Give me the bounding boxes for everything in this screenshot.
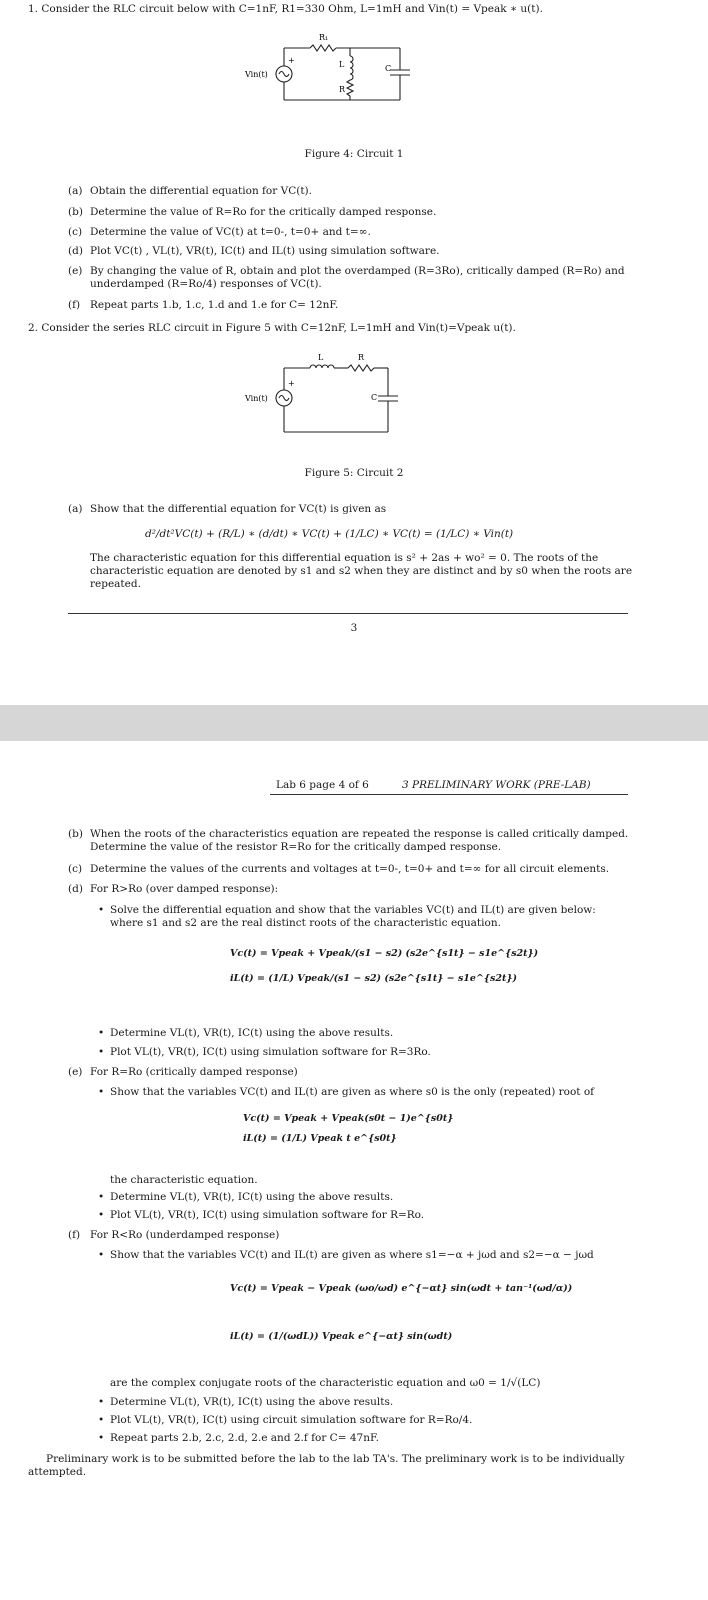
q1-f-label: (f): [68, 299, 81, 311]
p4-b-label: (b): [68, 828, 83, 840]
q1-c-label: (c): [68, 226, 83, 238]
p4-d-bullet-1: • Solve the differential equation and show that the variables VC(t) and IL(t) are given below: where s1 and s2 are the real distinct roots of the characteristic equation.: [110, 904, 630, 930]
p4-f-eq-il: iL(t) = (1/(ωdL)) Vpeak e^{−αt} sin(ωdt): [230, 1331, 453, 1342]
l-label: L: [339, 60, 345, 69]
vin2-label: Vin(t): [245, 394, 268, 403]
q1-b-text: Determine the value of R=Ro for the critically damped response.: [90, 206, 437, 218]
r-label: R: [339, 85, 346, 94]
q1-d-text: Plot VC(t) , VL(t), VR(t), IC(t) and IL(t) using simulation software.: [90, 245, 440, 257]
p4-f-text: For R<Ro (underdamped response): [90, 1229, 280, 1241]
q1-a-text: Obtain the differential equation for VC(t).: [90, 185, 312, 197]
p4-e-bullet-1: • Show that the variables VC(t) and IL(t) are given as where s0 is the only (repeated) root of: [110, 1086, 594, 1099]
document-page-3: [0, 0, 708, 705]
p4-f-bullet-2: • Determine VL(t), VR(t), IC(t) using the above results.: [110, 1396, 393, 1409]
p4-c-text: Determine the values of the currents and voltages at t=0-, t=0+ and t=∞ for all circuit elements.: [90, 863, 610, 875]
question-1-intro: 1. Consider the RLC circuit below with C=1nF, R1=330 Ohm, L=1mH and Vin(t) = Vpeak ∗ u(t).: [28, 3, 543, 15]
vin-label: Vin(t): [245, 70, 268, 79]
r2-label: R: [358, 353, 365, 362]
characteristic-paragraph: The characteristic equation for this differential equation is s² + 2as + wo² = 0. The roots of the characteristic equation are denoted by s1 and s2 when they are distinct and by s0 when the roots are repeated.: [90, 552, 633, 591]
p4-d-label: (d): [68, 883, 83, 895]
q2-a-label: (a): [68, 503, 83, 515]
header-left: Lab 6 page 4 of 6: [276, 779, 369, 791]
figure-4-caption: Figure 4: Circuit 1: [304, 148, 404, 160]
q1-d-label: (d): [68, 245, 83, 257]
l2-label: L: [318, 353, 324, 362]
q1-b-label: (b): [68, 206, 83, 218]
p4-e-bullet-2: • Determine VL(t), VR(t), IC(t) using the above results.: [110, 1191, 393, 1204]
p4-f-eq-vc: Vc(t) = Vpeak − Vpeak (ωo/ωd) e^{−αt} sin(ωdt + tan⁻¹(ωd/α)): [230, 1283, 573, 1294]
p4-e-eq-il: iL(t) = (1/L) Vpeak t e^{s0t}: [243, 1133, 397, 1144]
p4-d-text: For R>Ro (over damped response):: [90, 883, 279, 895]
circuit-2-figure: [240, 350, 420, 440]
p4-e-bullet-3: • Plot VL(t), VR(t), IC(t) using simulation software for R=Ro.: [110, 1209, 424, 1222]
p4-d-bullet-3: • Plot VL(t), VR(t), IC(t) using simulation software for R=3Ro.: [110, 1046, 431, 1059]
p4-b-text: When the roots of the characteristics equation are repeated the response is called critically damped. Determine the value of the resistor R=Ro for the critically damped response.: [90, 828, 629, 854]
p4-d-bullet-2: • Determine VL(t), VR(t), IC(t) using the above results.: [110, 1027, 393, 1040]
q1-a-label: (a): [68, 185, 83, 197]
plus2-label: +: [288, 379, 295, 388]
closing-note: Preliminary work is to be submitted before the lab to the lab TA's. The preliminary work is to be individually attempted.: [28, 1453, 625, 1479]
c-label: C: [385, 64, 392, 73]
c2-label: C: [371, 393, 378, 402]
p4-d-eq-vc: Vc(t) = Vpeak + Vpeak/(s1 − s2) (s2e^{s1t} − s1e^{s2t}): [230, 948, 539, 959]
p4-e-after: the characteristic equation.: [110, 1174, 258, 1186]
r1-label: R₁: [319, 33, 329, 42]
p4-c-label: (c): [68, 863, 83, 875]
header-rule: [270, 794, 628, 795]
header-right: 3 PRELIMINARY WORK (PRE-LAB): [402, 779, 591, 791]
page-separator: [0, 705, 708, 741]
p4-e-eq-vc: Vc(t) = Vpeak + Vpeak(s0t − 1)e^{s0t}: [243, 1113, 454, 1124]
footer-rule: [68, 613, 628, 614]
question-2-intro: 2. Consider the series RLC circuit in Figure 5 with C=12nF, L=1mH and Vin(t)=Vpeak u(t).: [28, 322, 516, 334]
p4-f-after: are the complex conjugate roots of the characteristic equation and ω0 = 1/√(LC): [110, 1377, 541, 1389]
circuit-1-figure: [240, 30, 420, 110]
q1-e-label: (e): [68, 265, 83, 277]
q1-e-text: By changing the value of R, obtain and plot the overdamped (R=3Ro), critically damped (R=Ro) and underdamped (R=Ro/4) responses of VC(t).: [90, 265, 625, 291]
p4-f-label: (f): [68, 1229, 81, 1241]
document-page-4: [0, 741, 708, 1600]
p4-f-bullet-1: • Show that the variables VC(t) and IL(t) are given as where s1=−α + jωd and s2=−α − jωd: [110, 1249, 594, 1262]
q2-a-text: Show that the differential equation for VC(t) is given as: [90, 503, 387, 515]
differential-equation: d²/dt²VC(t) + (R/L) ∗ (d/dt) ∗ VC(t) + (1/LC) ∗ VC(t) = (1/LC) ∗ Vin(t): [145, 528, 514, 540]
q1-c-text: Determine the value of VC(t) at t=0-, t=0+ and t=∞.: [90, 226, 371, 238]
p4-f-bullet-4: • Repeat parts 2.b, 2.c, 2.d, 2.e and 2.f for C= 47nF.: [110, 1432, 379, 1445]
figure-5-caption: Figure 5: Circuit 2: [304, 467, 404, 479]
p4-f-bullet-3: • Plot VL(t), VR(t), IC(t) using circuit simulation software for R=Ro/4.: [110, 1414, 472, 1427]
p4-e-text: For R=Ro (critically damped response): [90, 1066, 298, 1078]
q1-f-text: Repeat parts 1.b, 1.c, 1.d and 1.e for C= 12nF.: [90, 299, 339, 311]
p4-e-label: (e): [68, 1066, 83, 1078]
plus-label: +: [288, 56, 295, 65]
page-number: 3: [350, 622, 358, 634]
p4-d-eq-il: iL(t) = (1/L) Vpeak/(s1 − s2) (s2e^{s1t} − s1e^{s2t}): [230, 973, 517, 984]
